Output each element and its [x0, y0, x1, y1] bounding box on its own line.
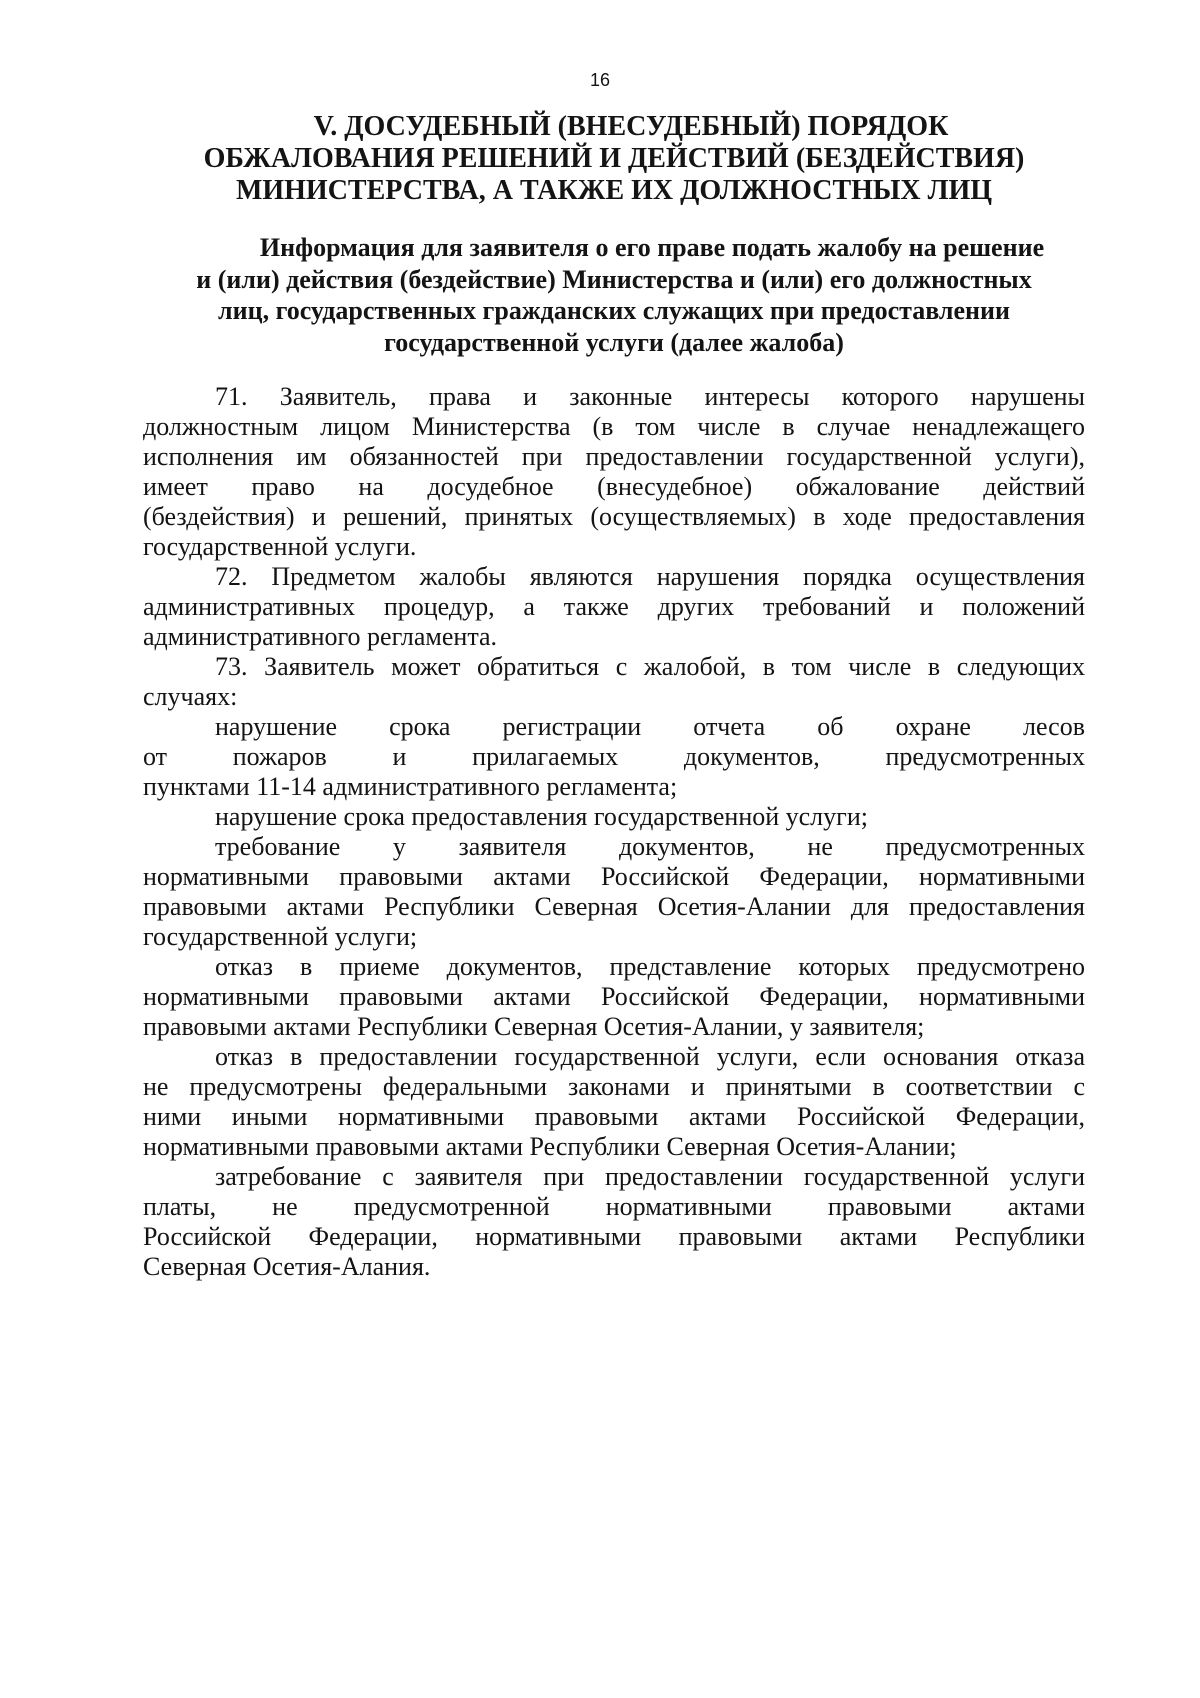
paragraph-line: правовыми актами Республики Северная Осетия-Алании, у заявителя;: [143, 1012, 925, 1041]
paragraph-line: ними иными нормативными правовыми актами Российской Федерации,: [143, 1102, 1085, 1131]
paragraph-line: пунктами 11-14 административного регламента;: [143, 772, 678, 801]
paragraph-line: Российской Федерации, нормативными правовыми актами Республики: [143, 1222, 1085, 1251]
paragraph-line: 72. Предметом жалобы являются нарушения порядка осуществления: [215, 562, 1085, 591]
paragraph-line: нарушение срока предоставления государственной услуги;: [215, 802, 868, 831]
subsection-heading-line: и (или) действия (бездействие) Министерства и (или) его должностных: [196, 264, 1032, 294]
subsection-heading: [143, 232, 1085, 358]
list-item: [143, 802, 1085, 832]
list-item: [143, 712, 1085, 802]
list-item: [143, 1162, 1085, 1282]
paragraph-line: нормативными правовыми актами Республики Северная Осетия-Алании;: [143, 1132, 957, 1161]
subsection-heading-line: Информация для заявителя о его праве подать жалобу на решение: [259, 233, 1045, 262]
paragraph-line: нормативными правовыми актами Российской Федерации, нормативными: [143, 862, 1085, 891]
paragraph-line: Северная Осетия-Алания.: [143, 1252, 431, 1281]
paragraph-line: административных процедур, а также других требований и положений: [143, 592, 1085, 621]
paragraph-line: правовыми актами Республики Северная Осетия-Алании для предоставления: [143, 892, 1085, 921]
paragraph-72: [143, 562, 1085, 652]
paragraph-line: не предусмотрены федеральными законами и принятыми в соответствии с: [143, 1072, 1085, 1101]
paragraph-line: отказ в предоставлении государственной услуги, если основания отказа: [215, 1042, 1085, 1071]
list-item: [143, 1042, 1085, 1162]
paragraph-line: имеет право на досудебное (внесудебное) обжалование действий: [143, 472, 1085, 501]
paragraph-line: 71. Заявитель, права и законные интересы которого нарушены: [215, 382, 1085, 411]
paragraph-line: требование у заявителя документов, не предусмотренных: [215, 832, 1085, 861]
paragraph-line: должностным лицом Министерства (в том числе в случае ненадлежащего: [143, 412, 1085, 441]
paragraph-line: (бездействия) и решений, принятых (осуществляемых) в ходе предоставления: [143, 502, 1085, 531]
paragraph-71: [143, 382, 1085, 562]
section-heading-line: ОБЖАЛОВАНИЯ РЕШЕНИЙ И ДЕЙСТВИЙ (БЕЗДЕЙСТВИЯ): [203, 143, 1025, 174]
paragraph-line: нарушение срока регистрации отчета об охране лесов: [215, 712, 1085, 741]
document-body: [143, 382, 1085, 1282]
paragraph-line: государственной услуги;: [143, 922, 418, 951]
paragraph-line: государственной услуги.: [143, 532, 417, 561]
section-heading: [143, 111, 1085, 207]
list-item: [143, 952, 1085, 1042]
paragraph-line: административного регламента.: [143, 622, 498, 651]
paragraph-line: отказ в приеме документов, представление которых предусмотрено: [215, 952, 1085, 981]
paragraph-line: 73. Заявитель может обратиться с жалобой, в том числе в следующих: [215, 652, 1085, 681]
section-heading-line: МИНИСТЕРСТВА, А ТАКЖЕ ИХ ДОЛЖНОСТНЫХ ЛИЦ: [235, 175, 993, 206]
list-item: [143, 832, 1085, 952]
paragraph-line: случаях:: [143, 682, 238, 711]
subsection-heading-line: государственной услуги (далее жалоба): [384, 327, 844, 357]
page-number: 16: [589, 70, 611, 90]
subsection-heading-line: лиц, государственных гражданских служащих при предоставлении: [218, 296, 1010, 325]
paragraph-line: затребование с заявителя при предоставлении государственной услуги: [215, 1162, 1085, 1191]
section-heading-line: V. ДОСУДЕБНЫЙ (ВНЕСУДЕБНЫЙ) ПОРЯДОК: [313, 111, 949, 142]
paragraph-line: нормативными правовыми актами Российской Федерации, нормативными: [143, 982, 1085, 1011]
paragraph-line: исполнения им обязанностей при предоставлении государственной услуги),: [143, 442, 1085, 471]
paragraph-line: платы, не предусмотренной нормативными правовыми актами: [143, 1192, 1085, 1221]
paragraph-73: [143, 652, 1085, 712]
paragraph-line: от пожаров и прилагаемых документов, предусмотренных: [143, 742, 1085, 771]
